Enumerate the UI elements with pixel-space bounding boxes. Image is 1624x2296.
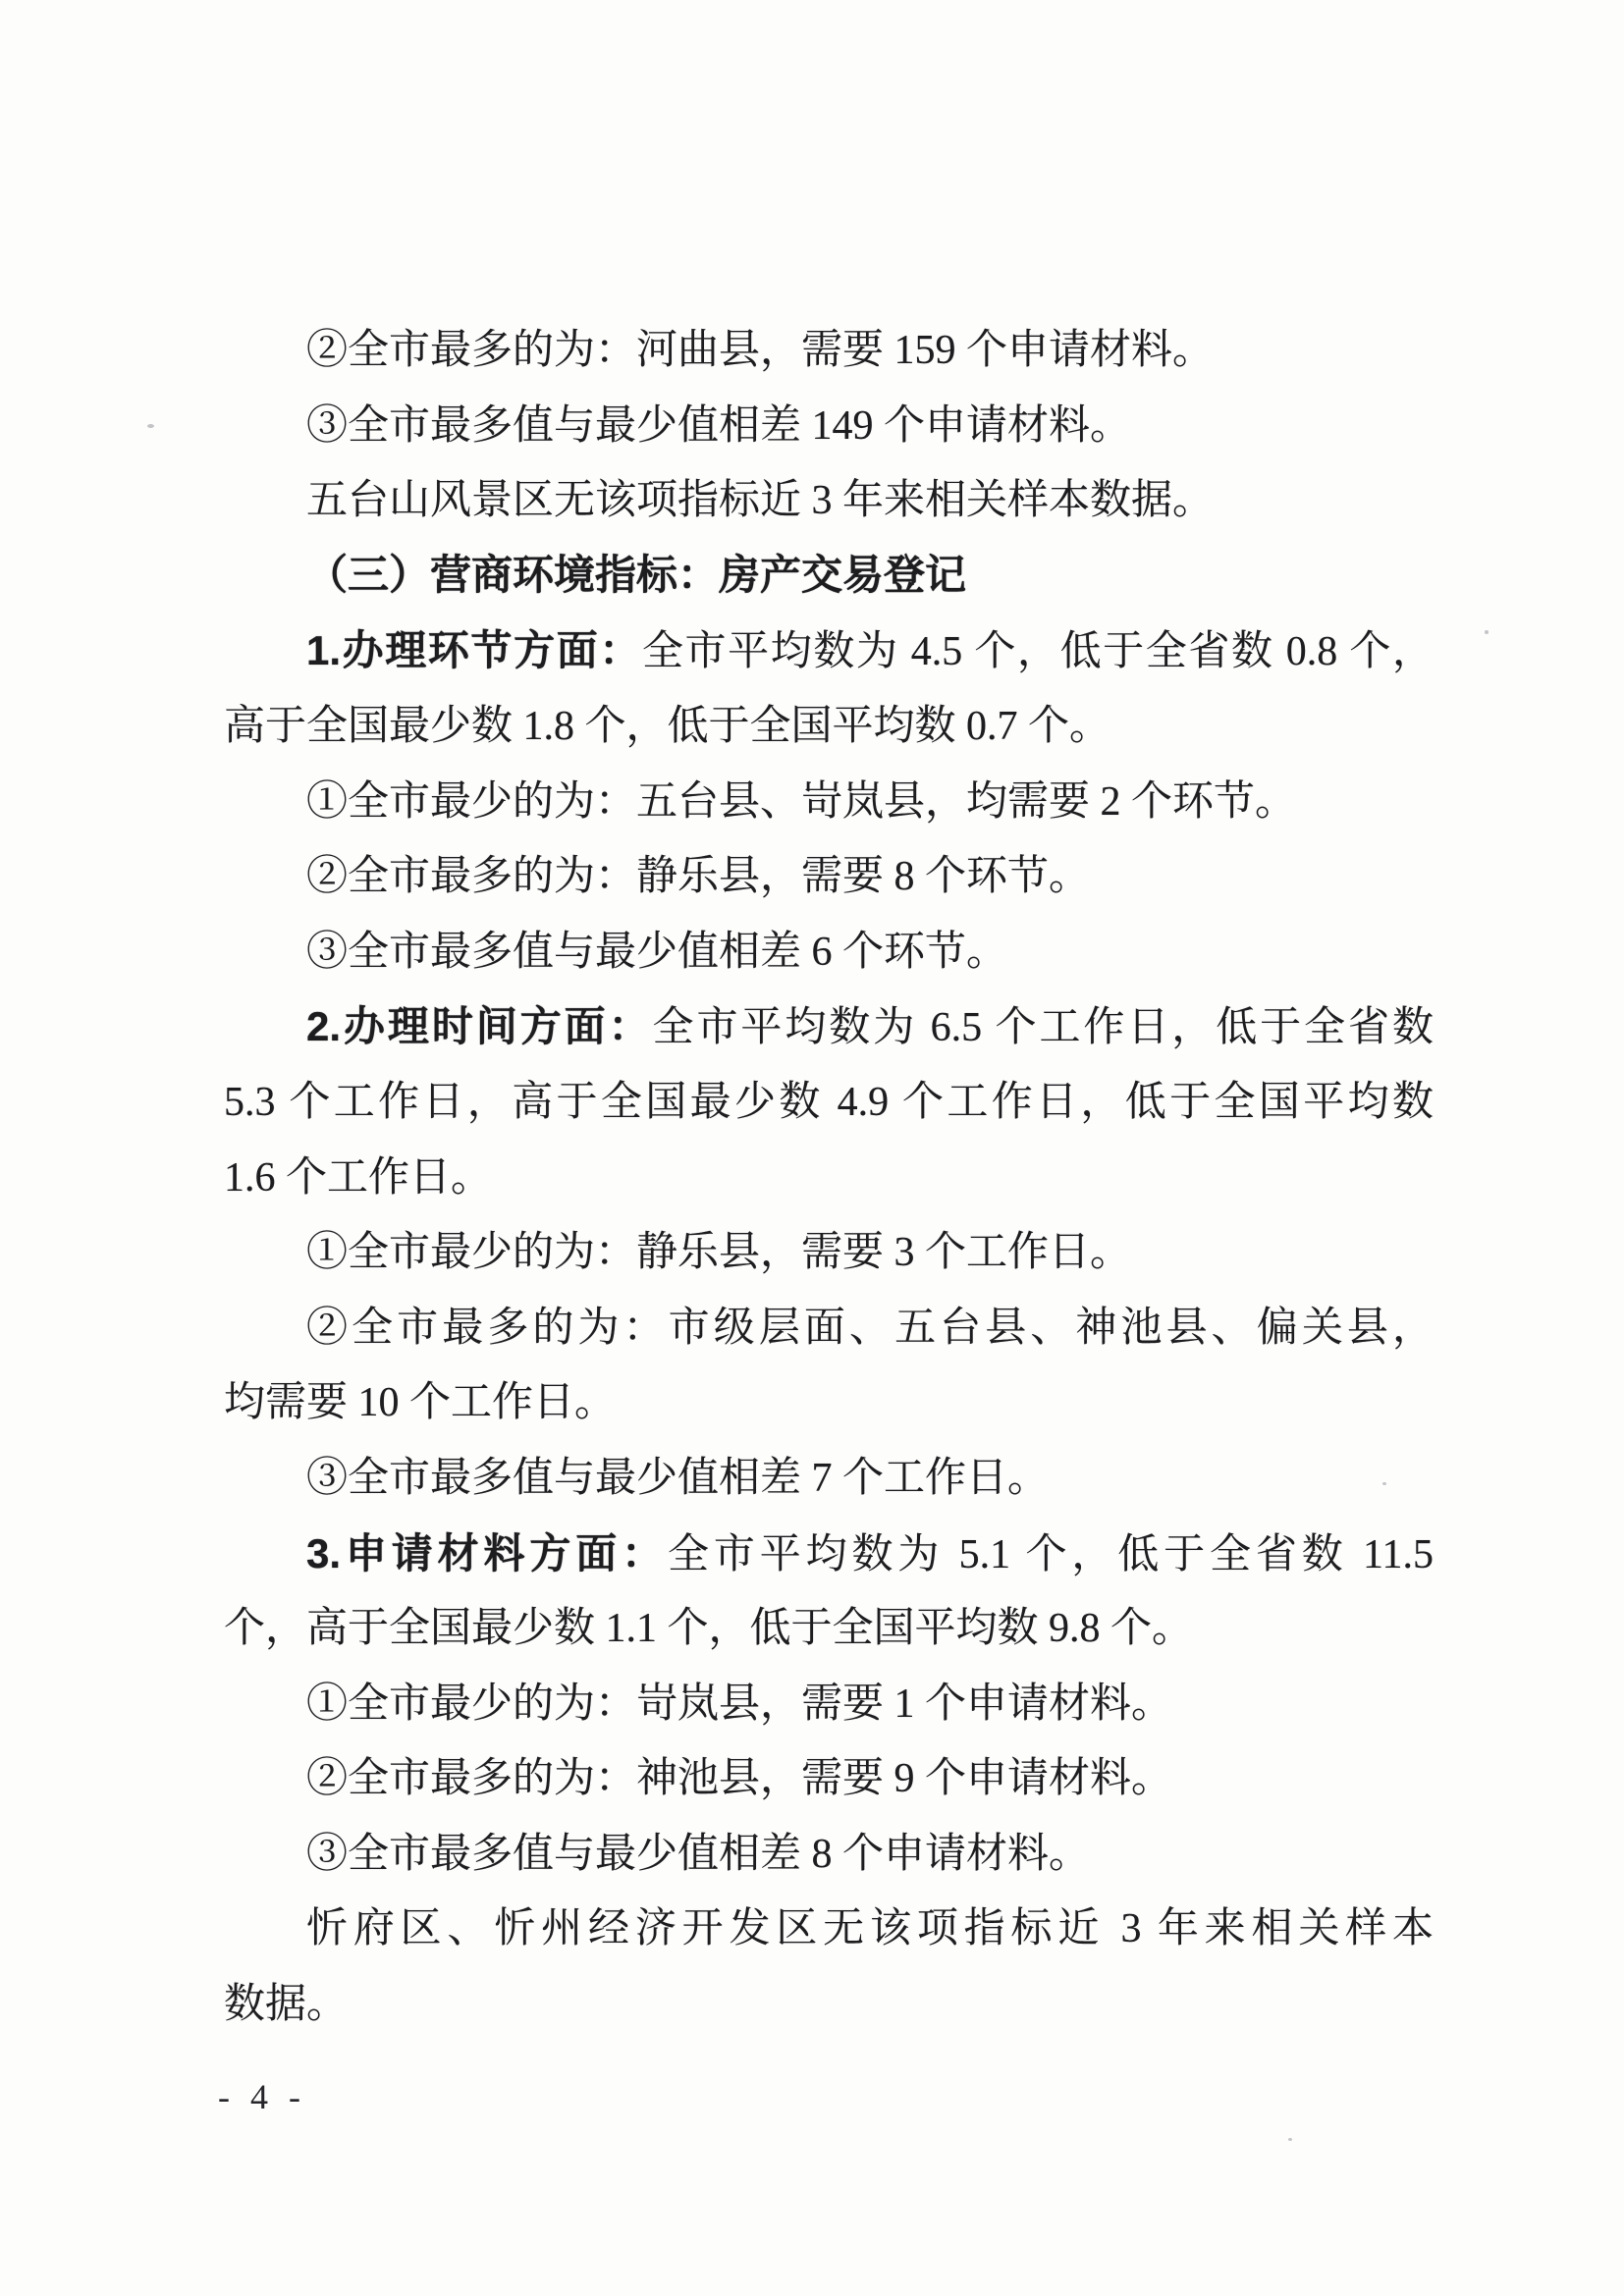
- line-text: ②全市最多的为：河曲县，需要 159 个申请材料。: [306, 328, 1215, 373]
- line-text: ③全市最多值与最少值相差 149 个申请材料。: [306, 402, 1132, 449]
- text-line: [224, 1065, 1434, 1141]
- line-text: 5.3 个工作日，高于全国最少数 4.9 个工作日，低于全国平均数: [224, 1079, 1434, 1125]
- text-line: [224, 989, 1434, 1065]
- text-line: [224, 1967, 1434, 2043]
- text-line: [224, 1441, 1434, 1517]
- line-text: 忻府区、忻州经济开发区无该项指标近 3 年来相关样本: [306, 1906, 1434, 1952]
- scan-speck: [147, 424, 154, 428]
- paragraph-lead: 3.申请材料方面：: [306, 1529, 669, 1576]
- line-text: ①全市最少的为：五台县、岢岚县，均需要 2 个环节。: [306, 778, 1297, 825]
- line-text: ③全市最多值与最少值相差 6 个环节。: [306, 929, 1008, 975]
- text-line: [224, 614, 1434, 689]
- text-line: [224, 463, 1434, 539]
- text-line: [224, 1741, 1434, 1817]
- text-line: [224, 765, 1434, 840]
- text-line: [224, 1591, 1434, 1667]
- text-line: [224, 1215, 1434, 1291]
- line-text: ③全市最多值与最少值相差 8 个申请材料。: [306, 1831, 1091, 1877]
- text-line: [224, 689, 1434, 765]
- line-text: （三）营商环境指标：房产交易登记: [306, 553, 967, 599]
- line-text: 1.6 个工作日。: [224, 1154, 493, 1201]
- line-text: 全市平均数为 4.5 个，低于全省数 0.8 个，: [641, 629, 1434, 675]
- text-line: [224, 839, 1434, 915]
- text-line: [224, 539, 1434, 614]
- text-line: [224, 1517, 1434, 1592]
- line-text: ②全市最多的为：市级层面、五台县、神池县、偏关县，: [306, 1305, 1434, 1351]
- text-line: [224, 915, 1434, 990]
- line-text: 数据。: [224, 1982, 349, 2028]
- line-text: ②全市最多的为：神池县，需要 9 个申请材料。: [306, 1756, 1173, 1802]
- text-line: [224, 1667, 1434, 1742]
- line-text: ①全市最少的为：静乐县，需要 3 个工作日。: [306, 1230, 1132, 1276]
- line-text: ②全市最多的为：静乐县，需要 8 个环节。: [306, 854, 1091, 900]
- paragraph-lead: 1.办理环节方面：: [306, 627, 642, 674]
- line-text: ①全市最少的为：岢岚县，需要 1 个申请材料。: [306, 1681, 1173, 1727]
- line-text: 个，高于全国最少数 1.1 个，低于全国平均数 9.8 个。: [224, 1606, 1194, 1652]
- text-line: [224, 389, 1434, 464]
- line-text: 全市平均数为 5.1 个，低于全省数 11.5: [668, 1531, 1434, 1577]
- document-body: [224, 313, 1434, 2043]
- line-text: 全市平均数为 6.5 个工作日，低于全省数: [652, 1005, 1434, 1051]
- scan-speck: [1382, 1482, 1386, 1485]
- paragraph-lead: 2.办理时间方面：: [306, 1003, 653, 1050]
- line-text: ③全市最多值与最少值相差 7 个工作日。: [306, 1455, 1050, 1501]
- text-line: [224, 1141, 1434, 1216]
- line-text: 高于全国最少数 1.8 个，低于全国平均数 0.7 个。: [224, 703, 1111, 749]
- text-line: [224, 1892, 1434, 1967]
- text-line: [224, 1817, 1434, 1893]
- scan-speck: [1288, 2138, 1292, 2141]
- line-text: 五台山风景区无该项指标近 3 年来相关样本数据。: [306, 478, 1215, 524]
- text-line: [224, 1365, 1434, 1441]
- page-number: - 4 -: [218, 2077, 306, 2116]
- text-line: [224, 1291, 1434, 1366]
- text-line: [224, 313, 1434, 389]
- scan-speck: [1485, 630, 1489, 634]
- line-text: 均需要 10 个工作日。: [224, 1380, 617, 1426]
